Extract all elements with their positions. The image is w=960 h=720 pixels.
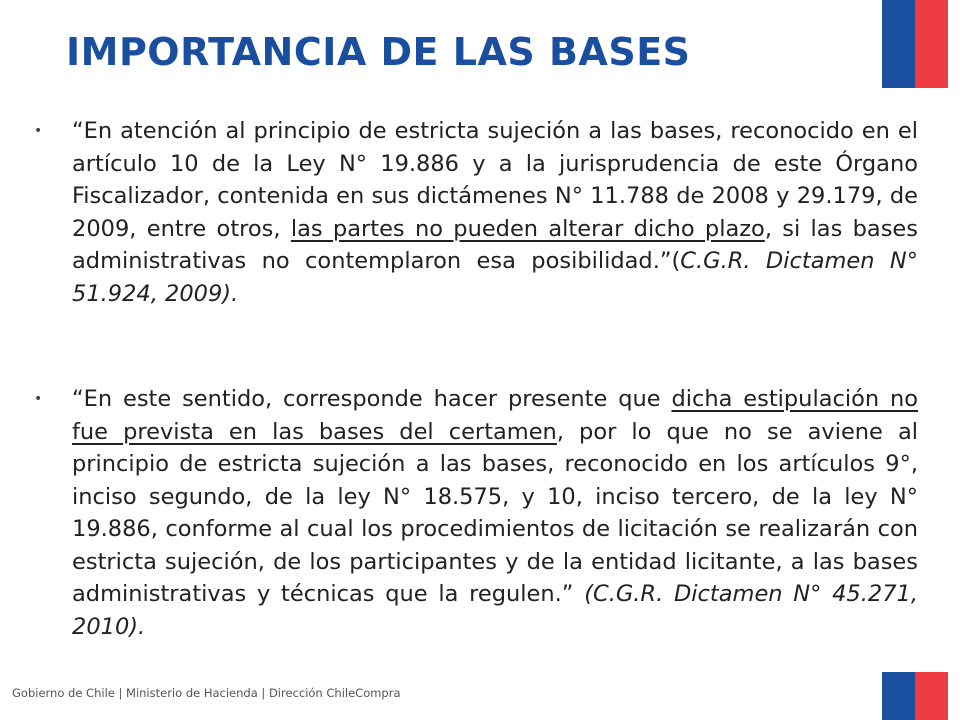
bullet-1-text-continued: , si las bases administrativas no contemplaron esa posibilidad.”( xyxy=(72,215,918,274)
flag-red-band xyxy=(915,672,948,720)
bullet-1-citation: C.G.R. Dictamen N° 51.924, 2009). xyxy=(72,248,918,307)
bullet-1-text: “En atención al principio de estricta sujeción a las bases, reconocido en el artículo 10 de la Ley N° 19.886 y a la jurisprudencia de este Órgano Fiscalizador, contenida en sus dictámenes N° 11.788 de 2008 y 29.179, de 2009, entre otros, xyxy=(72,118,918,242)
slide-title: IMPORTANCIA DE LAS BASES xyxy=(66,30,691,74)
bullet-1-underlined-text: las partes no pueden alterar dicho plazo xyxy=(290,215,765,242)
bullet-item-2 xyxy=(34,383,919,643)
flag-blue-band xyxy=(882,0,915,88)
bullet-2-underlined-text: dicha estipulación no fue prevista en las bases del certamen xyxy=(72,386,919,445)
flag-blue-band xyxy=(882,672,915,720)
bullet-dot-icon: • xyxy=(34,391,43,407)
bullet-2-text: “En este sentido, corresponde hacer presente que xyxy=(72,386,672,412)
bullet-dot-icon: • xyxy=(34,123,43,139)
chile-flag-stripe-bottom xyxy=(882,672,948,720)
footer-text: Gobierno de Chile | Ministerio de Hacienda | Dirección ChileCompra xyxy=(12,686,401,700)
flag-red-band xyxy=(915,0,948,88)
bullet-item-1 xyxy=(34,115,918,310)
bullet-2-citation: (C.G.R. Dictamen N° 45.271, 2010). xyxy=(72,581,918,640)
chile-flag-stripe-top xyxy=(882,0,948,88)
bullet-2-text-continued: , por lo que no se aviene al principio de estricta sujeción a las bases, reconocido en los artículos 9°, inciso segundo, de la ley N° 18.575, y 10, inciso tercero, de la ley N° 19.886, conforme al cual los procedimientos de licitación se realizarán con estricta sujeción, de los participantes y de la entidad licitante, a las bases administrativas y técnicas que la regulen.” xyxy=(72,418,918,607)
